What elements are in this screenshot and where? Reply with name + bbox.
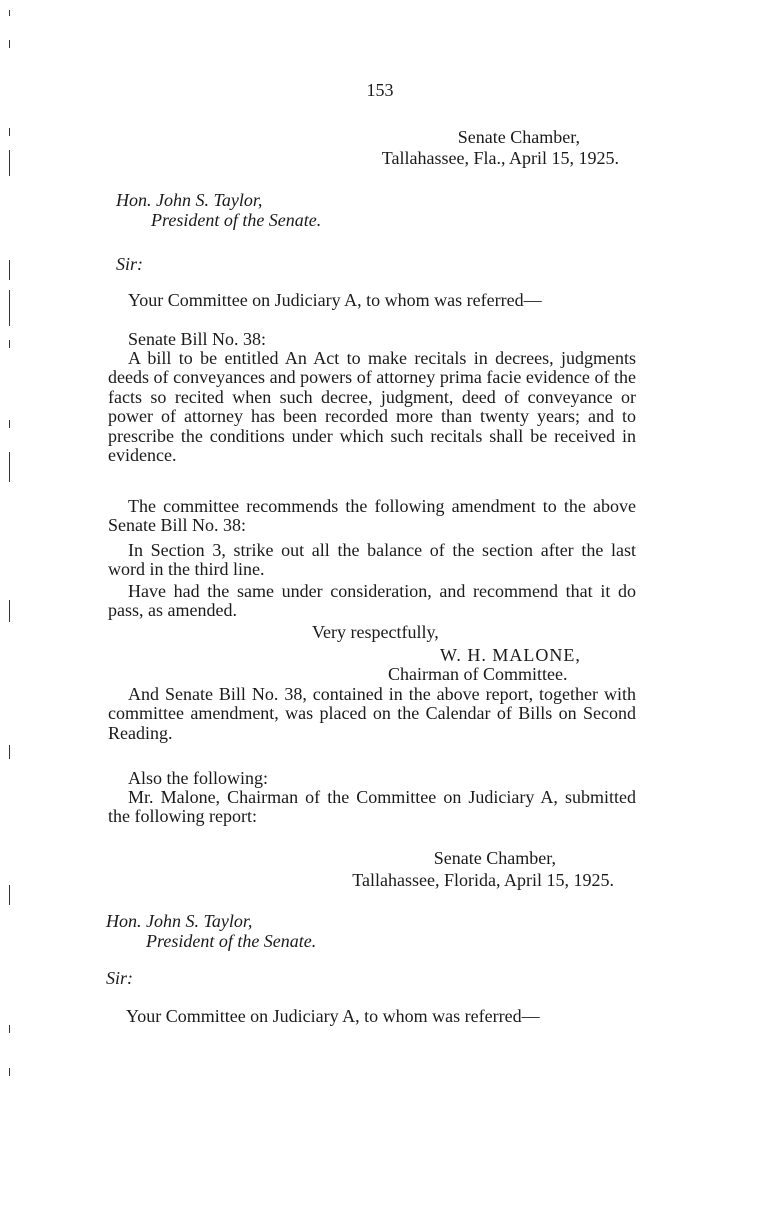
also-following: Also the following: [128, 768, 268, 788]
margin-mark [9, 420, 10, 428]
amendment-text: In Section 3, strike out all the balance of the section after the last word in the third line. [108, 540, 636, 580]
addressee-name: Hon. John S. Taylor, [116, 190, 263, 210]
margin-mark [9, 260, 10, 280]
signer-name: W. H. MALONE, [440, 645, 581, 665]
addressee-title: President of the Senate. [146, 931, 317, 951]
margin-mark [9, 40, 10, 48]
committee-intro: Your Committee on Judiciary A, to whom was referred— [128, 290, 542, 310]
location-line: Senate Chamber, [433, 848, 556, 868]
margin-mark [9, 745, 10, 759]
addressee-title: President of the Senate. [151, 210, 322, 230]
location-date-line: Tallahassee, Fla., April 15, 1925. [381, 148, 619, 168]
amendment-intro: The committee recommends the following amendment to the above Senate Bill No. 38: [108, 496, 636, 536]
margin-mark [9, 452, 10, 482]
margin-mark [9, 885, 10, 905]
page-number: 153 [366, 80, 394, 100]
committee-intro: Your Committee on Judiciary A, to whom was referred— [126, 1006, 540, 1026]
margin-mark [9, 1025, 10, 1033]
closing: Very respectfully, [312, 622, 439, 642]
margin-mark [9, 290, 10, 326]
margin-mark [9, 10, 10, 16]
recommendation: Have had the same under consideration, and recommend that it do pass, as amended. [108, 581, 636, 621]
signer-title: Chairman of Committee. [388, 664, 568, 684]
location-line: Senate Chamber, [457, 127, 580, 147]
addressee-name: Hon. John S. Taylor, [106, 911, 253, 931]
margin-mark [9, 600, 10, 622]
margin-mark [9, 150, 10, 176]
location-date-line: Tallahassee, Florida, April 15, 1925. [352, 870, 614, 890]
bill-title: A bill to be entitled An Act to make recitals in decrees, judgments deeds of conveyances and powers of attorney prima facie evidence of the facts so recited when such decree, judgment, deed of conveyance or power of attorney has been recorded more than twenty years; and to prescribe the conditions under which such recitals shall be received in evidence. [108, 348, 636, 466]
margin-mark [9, 340, 10, 348]
report-submission: Mr. Malone, Chairman of the Committee on Judiciary A, submitted the following report: [108, 787, 636, 827]
disposition: And Senate Bill No. 38, contained in the above report, together with committee amendment, was placed on the Calendar of Bills on Second Reading. [108, 684, 636, 743]
bill-reference: Senate Bill No. 38: [128, 329, 266, 349]
margin-mark [9, 1068, 10, 1076]
salutation: Sir: [106, 968, 133, 988]
margin-mark [9, 128, 10, 136]
salutation: Sir: [116, 254, 143, 274]
